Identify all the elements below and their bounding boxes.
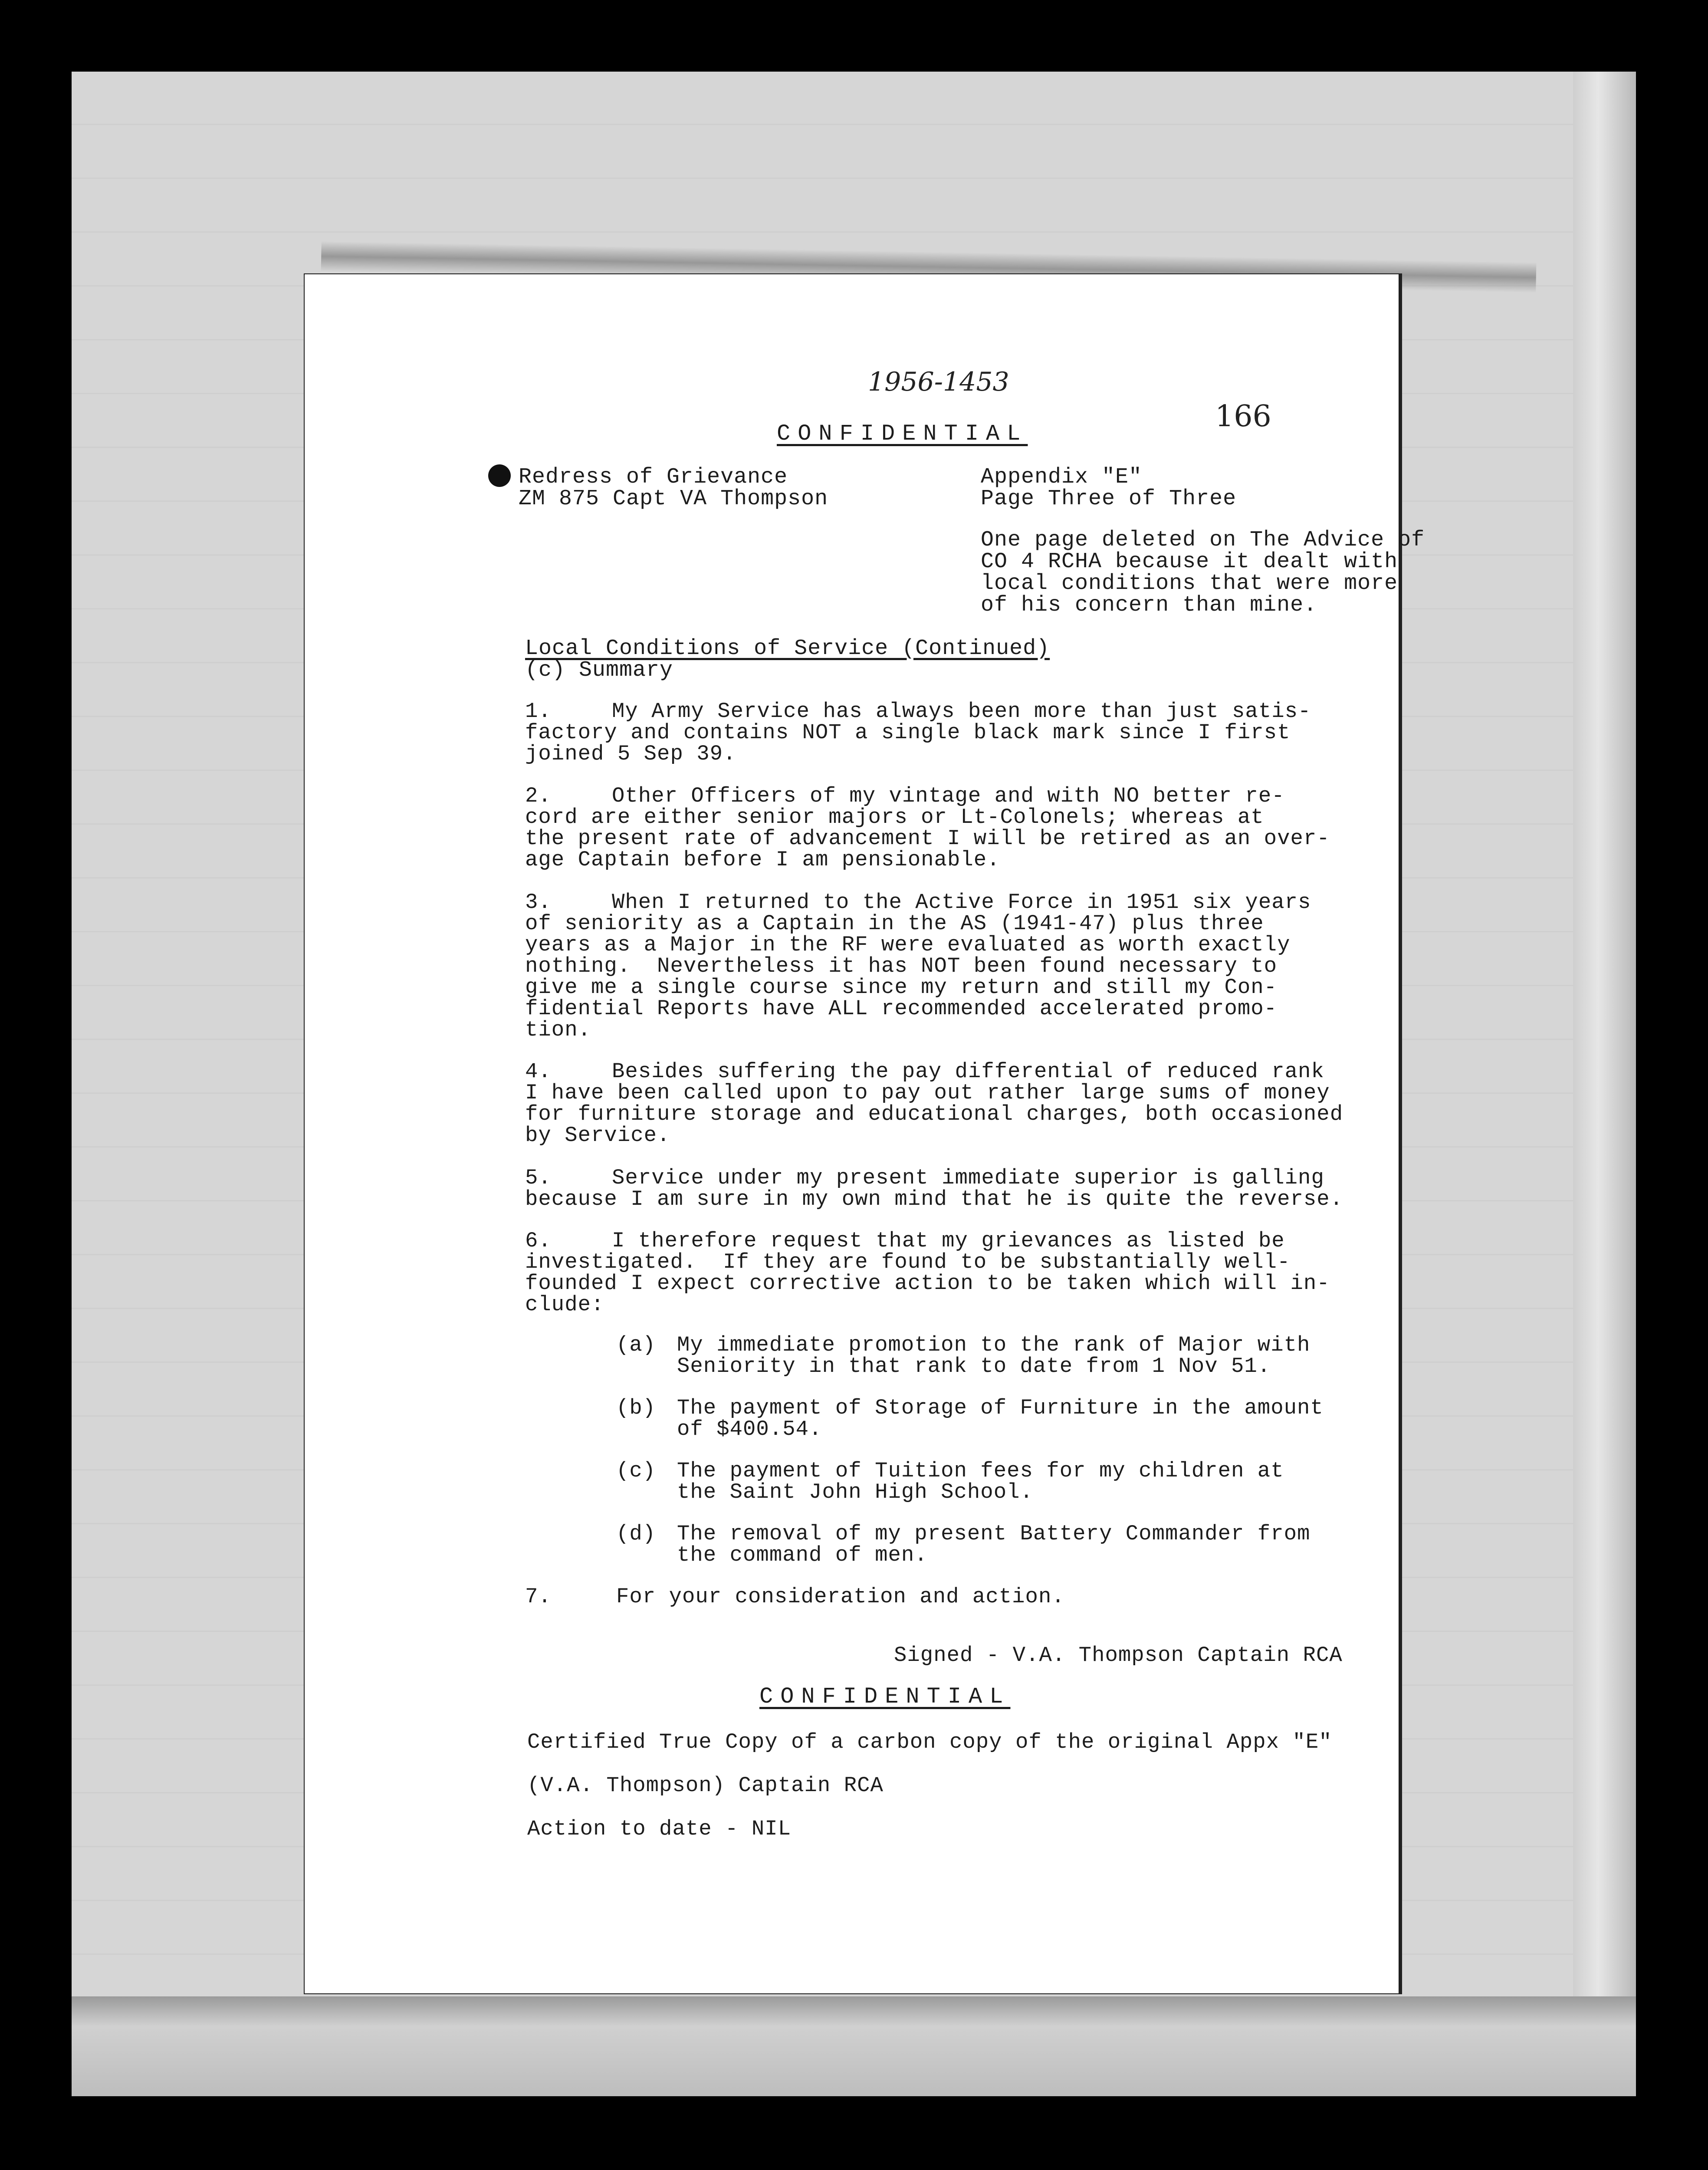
paragraph-line: Besides suffering the pay differential of reduced rank	[612, 1059, 1324, 1084]
request-line: the command of men.	[677, 1543, 928, 1567]
request-line: the Saint John High School.	[677, 1480, 1033, 1504]
paragraph-line: founded I expect corrective action to be taken which will in-	[525, 1271, 1330, 1295]
paragraph-line: Other Officers of my vintage and with NO better re-	[612, 784, 1285, 808]
note-line: local conditions that were more	[981, 571, 1398, 596]
request-line: The removal of my present Battery Commander from	[677, 1522, 1311, 1546]
bottom-strip	[72, 1996, 1636, 2096]
request-line: The payment of Storage of Furniture in the amount	[677, 1396, 1324, 1420]
signer-line: (V.A. Thompson) Captain RCA	[527, 1773, 884, 1798]
action-line: Action to date - NIL	[527, 1817, 792, 1841]
request-line: Seniority in that rank to date from 1 Nov 51.	[677, 1354, 1271, 1378]
note-line: CO 4 RCHA because it dealt with	[981, 549, 1398, 574]
page-number: 166	[1215, 399, 1271, 434]
request-line: My immediate promotion to the rank of Major with	[677, 1333, 1311, 1357]
classification-footer: CONFIDENTIAL	[759, 1684, 1011, 1710]
paragraph-number: 2.	[525, 784, 552, 808]
paragraph-number: 6.	[525, 1229, 552, 1253]
paragraph-line: joined 5 Sep 39.	[525, 742, 736, 766]
document-page	[304, 273, 1425, 1994]
right-edge	[1573, 72, 1636, 2096]
paragraph-line: because I am sure in my own mind that he is quite the reverse.	[525, 1187, 1343, 1211]
paragraph-line: fidential Reports have ALL recommended accelerated promo-	[525, 996, 1278, 1021]
note-line: of his concern than mine.	[981, 593, 1317, 618]
paragraph-number: 3.	[525, 890, 552, 914]
paragraph-line: I therefore request that my grievances as listed be	[612, 1229, 1285, 1253]
paragraph-line: age Captain before I am pensionable.	[525, 848, 1000, 872]
paragraph-line: factory and contains NOT a single black mark since I first	[525, 720, 1291, 745]
paragraph-line: by Service.	[525, 1123, 670, 1147]
paragraph-number: 4.	[525, 1059, 552, 1084]
paragraph-line: the present rate of advancement I will be retired as an over-	[525, 826, 1330, 851]
paragraph-line: give me a single course since my return and still my Con-	[525, 975, 1278, 1000]
paragraph-line: tion.	[525, 1018, 591, 1042]
paragraph-line: for furniture storage and educational charges, both occasioned	[525, 1102, 1343, 1126]
paragraph-number: 1.	[525, 699, 552, 723]
certified-copy-line: Certified True Copy of a carbon copy of the original Appx "E"	[527, 1730, 1332, 1754]
signature-line: Signed - V.A. Thompson Captain RCA	[894, 1643, 1343, 1667]
request-label: (d)	[616, 1522, 656, 1546]
request-label: (c)	[616, 1459, 656, 1483]
subject-line-1: Redress of Grievance	[519, 465, 788, 490]
paragraph-line: I have been called upon to pay out rather large sums of money	[525, 1081, 1330, 1105]
request-line: of $400.54.	[677, 1417, 822, 1441]
file-number: 1956-1453	[868, 367, 1009, 397]
paragraph-line: When I returned to the Active Force in 1951 six years	[612, 890, 1311, 914]
request-label: (b)	[616, 1396, 656, 1420]
paragraph-number: 7.	[525, 1585, 552, 1609]
section-title: Local Conditions of Service (Continued)	[525, 636, 1050, 661]
paragraph-line: My Army Service has always been more than just satis-	[612, 699, 1311, 723]
paragraph-line: of seniority as a Captain in the AS (1941-47) plus three	[525, 911, 1264, 936]
request-label: (a)	[616, 1333, 656, 1357]
appendix-line-2: Page Three of Three	[981, 487, 1237, 511]
paragraph-line: years as a Major in the RF were evaluated as worth exactly	[525, 933, 1291, 957]
appendix-line-1: Appendix "E"	[981, 465, 1143, 490]
paragraph-line: investigated. If they are found to be substantially well-	[525, 1250, 1291, 1274]
section-subtitle: (c) Summary	[525, 658, 673, 683]
request-line: The payment of Tuition fees for my children at	[677, 1459, 1284, 1483]
paragraph-line: nothing. Nevertheless it has NOT been found necessary to	[525, 954, 1278, 978]
paragraph-line: Service under my present immediate superior is galling	[612, 1166, 1324, 1190]
paragraph-line: For your consideration and action.	[616, 1585, 1065, 1609]
subject-line-2: ZM 875 Capt VA Thompson	[519, 487, 828, 511]
paragraph-line: clude:	[525, 1292, 604, 1317]
paragraph-line: cord are either senior majors or Lt-Colonels; whereas at	[525, 805, 1264, 829]
note-line: One page deleted on The Advice of	[981, 528, 1425, 552]
paragraph-number: 5.	[525, 1166, 552, 1190]
punch-hole	[488, 464, 511, 487]
classification-header: CONFIDENTIAL	[777, 421, 1028, 447]
